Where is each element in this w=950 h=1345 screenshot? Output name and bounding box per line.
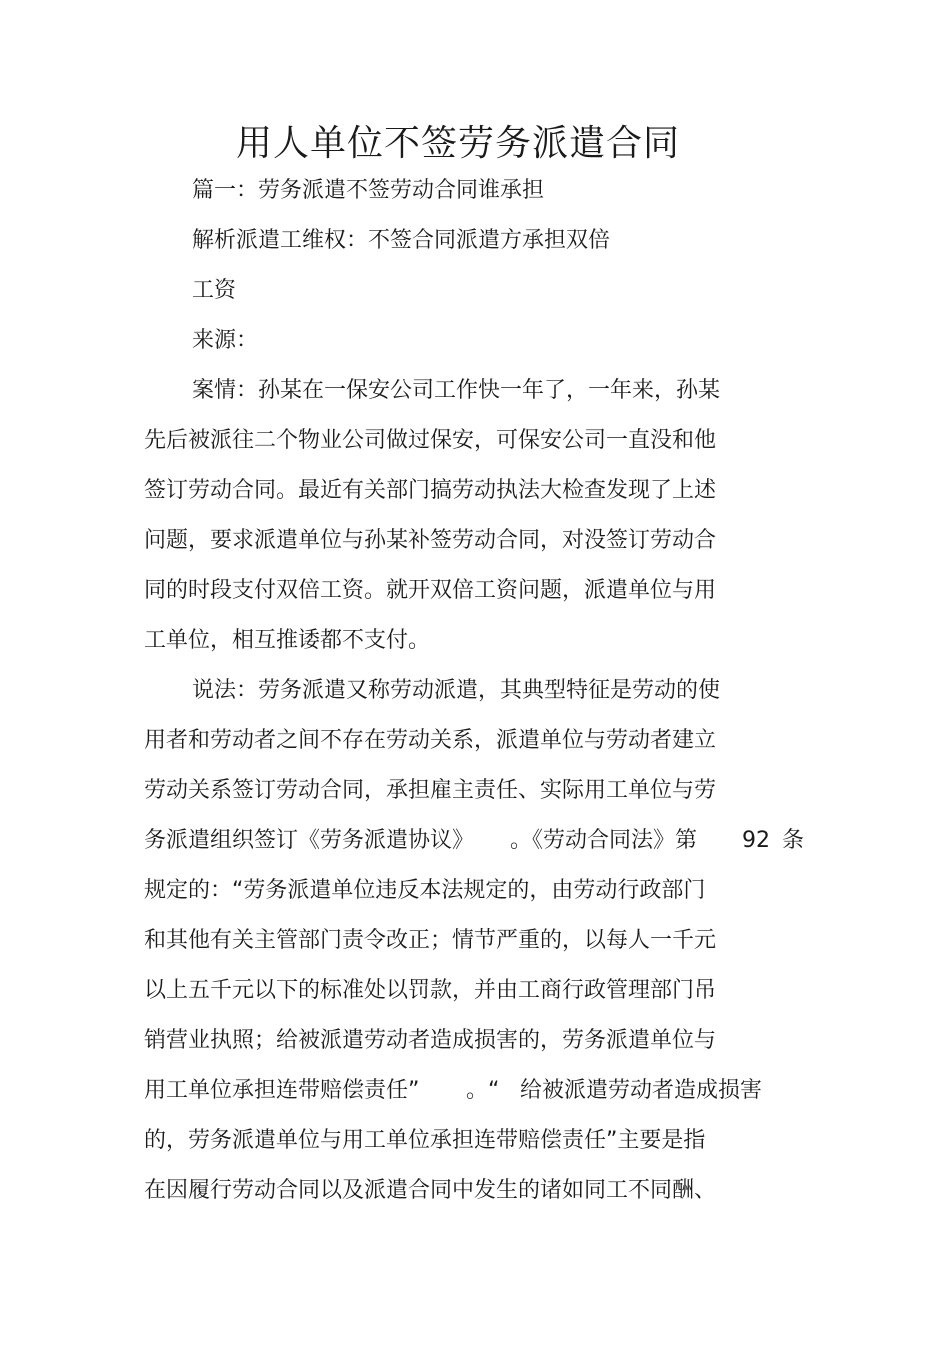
analysis-paragraph-line-segment: 。“	[466, 1078, 500, 1103]
heading-line-continued: 工资	[192, 278, 237, 303]
subtitle-line: 篇一：劳务派遣不签劳动合同谁承担	[192, 178, 545, 203]
analysis-paragraph-line: 在因履行劳动合同以及派遣合同中发生的诸如同工不同酬、	[144, 1178, 717, 1203]
analysis-paragraph-line: 劳动关系签订劳动合同，承担雇主责任、实际用工单位与劳	[144, 778, 717, 803]
case-paragraph-line: 先后被派往二个物业公司做过保安，可保安公司一直没和他	[144, 428, 717, 453]
analysis-paragraph-line: 规定的：“劳务派遣单位违反本法规定的，由劳动行政部门	[144, 878, 706, 903]
analysis-paragraph-line-segment: 。《劳动合同法》第	[510, 828, 698, 853]
analysis-paragraph-line-segment: 给被派遣劳动者造成损害	[520, 1078, 763, 1103]
analysis-paragraph-line-segment: 条	[782, 828, 805, 853]
article-number: 92	[742, 828, 770, 853]
analysis-paragraph-line: 用者和劳动者之间不存在劳动关系，派遣单位与劳动者建立	[144, 728, 717, 753]
analysis-paragraph-line: 以上五千元以下的标准处以罚款，并由工商行政管理部门吊	[144, 978, 717, 1003]
case-paragraph-line: 签订劳动合同。最近有关部门搞劳动执法大检查发现了上述	[144, 478, 717, 503]
analysis-paragraph-line: 的，劳务派遣单位与用工单位承担连带赔偿责任”主要是指	[144, 1128, 706, 1153]
analysis-paragraph-line-segment: 用工单位承担连带赔偿责任”	[144, 1078, 420, 1103]
analysis-paragraph-line: 说法：劳务派遣又称劳动派遣，其典型特征是劳动的使	[192, 678, 721, 703]
source-line: 来源：	[192, 328, 259, 353]
case-paragraph-line: 问题，要求派遣单位与孙某补签劳动合同，对没签订劳动合	[144, 528, 717, 553]
analysis-paragraph-line: 和其他有关主管部门责令改正；情节严重的，以每人一千元	[144, 928, 717, 953]
case-paragraph-line: 工单位，相互推诿都不支付。	[144, 628, 431, 653]
analysis-paragraph-line: 销营业执照；给被派遣劳动者造成损害的，劳务派遣单位与	[144, 1028, 717, 1053]
document-title: 用人单位不签劳务派遣合同	[235, 123, 680, 164]
heading-line: 解析派遣工维权：不签合同派遣方承担双倍	[192, 228, 611, 253]
analysis-paragraph-line-segment: 务派遣组织签订《劳务派遣协议》	[144, 828, 475, 853]
case-paragraph-line: 案情：孙某在一保安公司工作快一年了，一年来，孙某	[192, 378, 721, 403]
case-paragraph-line: 同的时段支付双倍工资。就开双倍工资问题，派遣单位与用	[144, 578, 717, 603]
